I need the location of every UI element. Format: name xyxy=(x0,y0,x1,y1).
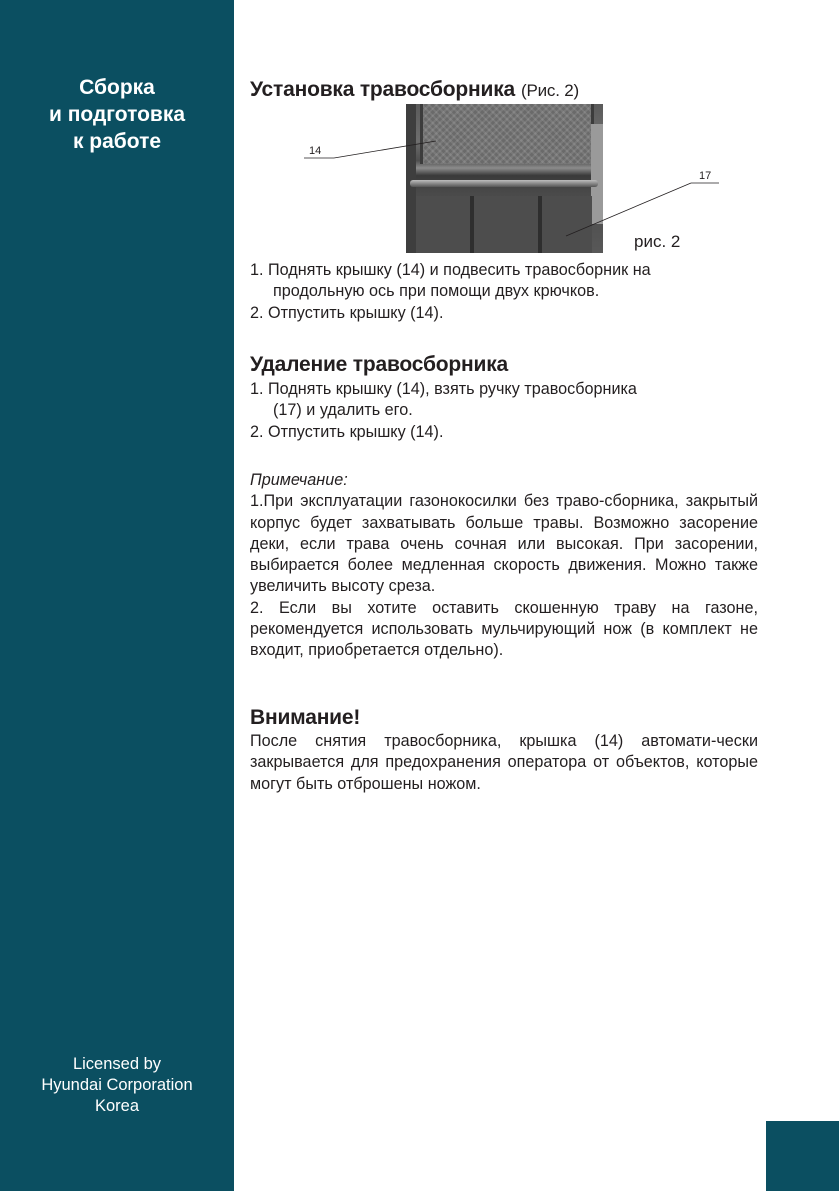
note-item-1: 1.При эксплуатации газонокосилки без траво-сборника, закрытый корпус будет захватывать больше травы. Возможно засорение деки, если трава очень сочная или высокая. При засорении, выбирается более медленная скорость движения. Можно также увеличить высоту среза. xyxy=(250,492,758,596)
step-number: 1. xyxy=(250,261,264,279)
step-number: 2. xyxy=(250,422,264,441)
callout-leader-lines xyxy=(0,0,839,300)
heading-install xyxy=(250,77,579,104)
figure-ref: (Рис. 2) xyxy=(521,81,579,100)
figure-caption: рис. 2 xyxy=(634,232,681,251)
warning-text-block xyxy=(250,731,758,795)
warning-text: После снятия травосборника, крышка (14) автомати-чески закрывается для предохранения оператора от объектов, которые могут быть отброшены ножом. xyxy=(250,732,758,793)
step-text: Поднять крышку (14), взять ручку травосборника xyxy=(268,380,637,398)
license-note xyxy=(0,1054,234,1117)
chapter-title-line: Сборка xyxy=(79,76,155,99)
note-block xyxy=(250,470,758,662)
step-text: Отпустить крышку (14). xyxy=(268,303,444,322)
note-item-2: 2. Если вы хотите оставить скошенную траву на газоне, рекомендуется использовать мульчирующий нож (в комплект не входит, приобретается отдельно). xyxy=(250,598,758,660)
install-steps xyxy=(250,260,758,324)
license-line: Licensed by xyxy=(72,1055,162,1073)
step-text: Поднять крышку (14) и подвесить травосборник на xyxy=(268,261,651,279)
license-line: Korea xyxy=(94,1097,140,1115)
install-step-2 xyxy=(250,303,758,324)
install-step-1-cont: продольную ось при помощи двух крючков. xyxy=(273,282,600,301)
page-corner-tab xyxy=(766,1121,839,1191)
chapter-title-line: к работе xyxy=(72,130,162,153)
remove-steps xyxy=(250,379,758,443)
install-step-1 xyxy=(250,260,758,281)
note-title: Примечание: xyxy=(250,471,348,489)
callout-14: 14 xyxy=(309,145,322,157)
step-text: Отпустить крышку (14). xyxy=(268,422,444,441)
remove-step-2 xyxy=(250,422,758,443)
callout-17: 17 xyxy=(699,170,712,182)
heading-warning: Внимание! xyxy=(250,706,361,729)
license-line: Hyundai Corporation xyxy=(41,1076,193,1094)
chapter-title-line: и подготовка xyxy=(48,103,186,126)
heading-remove: Удаление травосборника xyxy=(250,353,508,376)
step-number: 2. xyxy=(250,303,264,322)
remove-step-1-cont: (17) и удалить его. xyxy=(273,401,413,420)
step-number: 1. xyxy=(250,380,264,398)
remove-step-1 xyxy=(250,379,758,400)
heading-install-text: Установка травосборника xyxy=(250,78,516,101)
